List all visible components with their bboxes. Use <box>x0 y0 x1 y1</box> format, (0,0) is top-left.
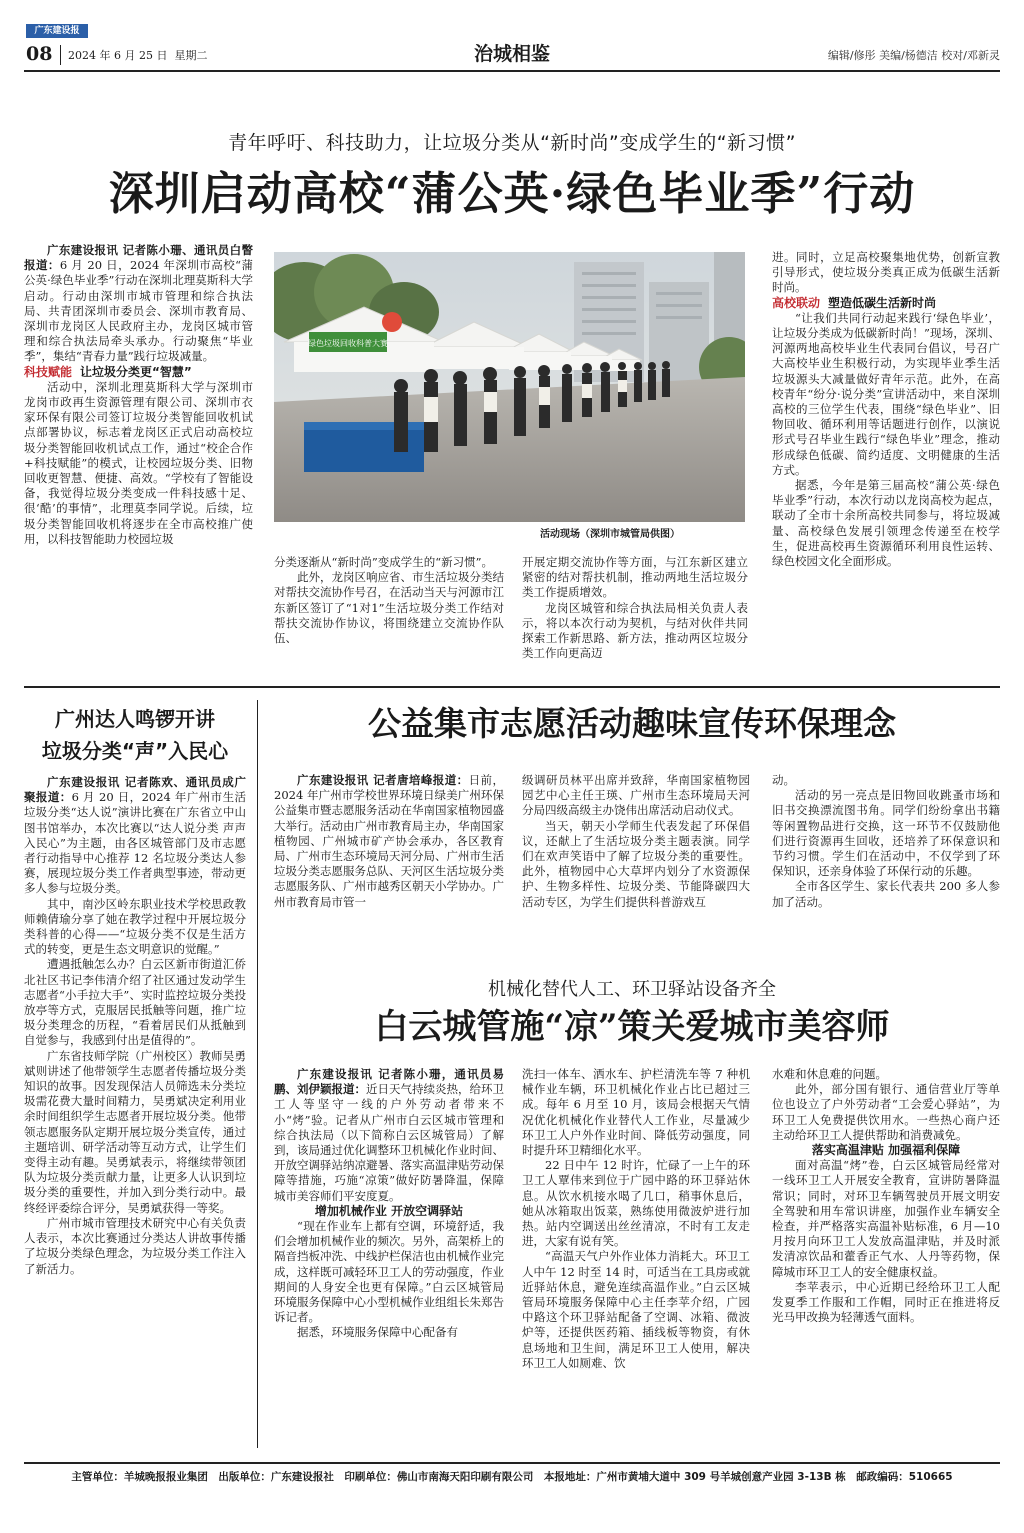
event-photo-illustration <box>274 252 745 522</box>
article4-column-3: 水难和休息难的问题。 此外，部分国有银行、通信营业厅等单位也设立了户外劳动者“工会爱心驿站”，为环卫工人免费提供饮用水。一些热心商户还主动给环卫工人提供帮助和消费减免。 落实高温津贴 加强福利保障 面对高温“烤”卷，白云区城管局经常对一线环卫工人开展安全教育，宣讲防暑降温常识；同时，对环卫车辆驾驶员开展文明安全驾驶和用车常识讲座，加强作业车辆安全检查，并严格落实高温补贴标准，6 月—10 月按月向环卫工人发放高温津贴，并及时派发清凉饮品和藿香正气水、人丹等药物，保障城市环卫工人的安全健康权益。 李苹表示，中心近期已经给环卫工人配发夏季工作服和工作帽，同时正在推进将反光马甲改换为轻薄透气面料。 <box>772 1067 1000 1325</box>
article1-lead: 6 月 20 日，2024 年深圳市高校“蒲公英·绿色毕业季”行动在深圳北理莫斯科大学启动。行动由深圳市城市管理和综合执法局、共青团深圳市委员会、深圳市教育局、深圳市龙岗区人民政府主办，龙岗区城市管理和综合执法局牵头承办。行动聚焦“毕业季”，集结“青春力量”践行垃圾减量。 <box>24 258 253 364</box>
masthead-rule <box>24 70 1000 72</box>
article4-kicker: 机械化替代人工、环卫驿站设备齐全 <box>488 979 776 1000</box>
article3-column-3: 动。 活动的另一亮点是旧物回收跳蚤市场和旧书交换漂流图书角。同学们纷纷拿出书籍等闲置物品进行交换，这一环节不仅鼓励他们进行资源再生回收，还培养了环保意识和节约习惯。学生们在活动中，不仅学到了环保知识，还亲身体验了环保行动的乐趣。 全市各区学生、家长代表共 200 多人参加了活动。 <box>772 773 1000 909</box>
article1-column-1 <box>24 243 253 671</box>
article2-body: 广东建设报讯 记者陈欢、通讯员成广聚报道：6 月 20 日，2024 年广州市生活垃圾分类“达人说”演讲比赛在广东省立中山图书馆举办，本次比赛以“达人说分类 声声入民心”为主题，由各区城管部门及市志愿者行动指导中心推荐 12 名垃圾分类达人参赛，展现垃圾分类工作者典型事迹，带动更多人参与垃圾分类。 其中，南沙区岭东职业技术学校思政教师赖倩瑜分享了她在教学过程中开展垃圾分类科普的心得——“垃圾分类不仅是生活方式的转变，更是生态文明意识的觉醒。” 遭遇抵触怎么办？白云区新市街道汇侨北社区书记李伟清介绍了社区通过发动学生志愿者“小手拉大手”、实时监控垃圾分类投放亭等方式，克服居民抵触等问题，推广垃圾分类理念的历程，“看着居民们从抵触到自觉参与，我感到付出是值得的”。 广东省技师学院（广州校区）教师吴勇斌则讲述了他带领学生志愿者传播垃圾分类知识的故事。因发现保洁人员筛选未分类垃圾需花费大量时间精力，吴勇斌决定利用业余时间组织学生志愿者开展垃圾分类。他带领志愿服务队定期开展垃圾分类宣传，通过主题培训、研学活动等互动方式，让学生们变得主动有趣。吴勇斌表示，将继续带领团队为垃圾分类贡献力量，让更多人认识到垃圾分类的重要性，并加入到分类行动中。最终经评委综合评分，吴勇斌获得一等奖。 广州市城市管理技术研究中心有关负责人表示，本次比赛通过分类达人讲故事传播了垃圾分类绿色理念，为垃圾分类工作注入了新活力。 <box>24 775 246 1276</box>
photo-caption: 活动现场（深圳市城管局供图） <box>540 529 680 540</box>
article1-subhead-1: 科技赋能 让垃圾分类更“智慧” <box>24 364 192 379</box>
article1-column-2: 分类逐渐从“新时尚”变成学生的“新习惯”。 此外，龙岗区响应省、市生活垃圾分类结对帮扶交流协作号召，在活动当天与河源市江东新区签订了“1对1”生活垃圾分类工作结对帮扶交流协作协议，将围绕建立交流协作队伍、 <box>274 555 504 646</box>
article4-column-1: 广东建设报讯 记者陈小珊，通讯员易鹏、刘伊颖报道：近日天气持续炎热，给环卫工人等坚守一线的户外劳动者带来不小“烤”验。记者从广州市白云区城市管理和综合执法局（以下简称白云区城管局）了解到，该局通过优化调整环卫机械化作业时间、开放空调驿站纳凉避暑、落实高温津贴劳动保障等措施，巧施“凉策”做好防暑降温，保障城市美容师们平安度夏。 增加机械作业 开放空调驿站 “现在作业车上都有空调，环境舒适，我们会增加机械作业的频次。另外，高架桥上的隔音挡板冲洗、中线护栏保洁也由机械作业完成，这样既可减轻环卫工人的劳动强度，作业期间的人身安全也更有保障。”白云区城管局环境服务保障中心小型机械作业组组长朱郑告诉记者。 据悉，环境服务保障中心配备有 <box>274 1067 504 1340</box>
article2-headline-line2: 垃圾分类“声”入民心 <box>41 739 229 763</box>
article1-kicker: 青年呼吁、科技助力，让垃圾分类从“新时尚”变成学生的“新习惯” <box>228 132 796 154</box>
article1-bottom-rule <box>24 686 1000 688</box>
article1-headline: 深圳启动高校“蒲公英·绿色毕业季”行动 <box>108 167 916 220</box>
article3-headline: 公益集市志愿活动趣味宣传环保理念 <box>368 704 896 743</box>
footer-rule <box>24 1462 1000 1464</box>
page-number: 08 <box>26 43 53 65</box>
article4-subhead-1: 增加机械作业 开放空调驿站 <box>314 1203 464 1218</box>
paper-name-logo: 广东建设报 <box>26 24 88 38</box>
article1-column-4: 进。同时，立足高校聚集地优势，创新宣教引导形式，使垃圾分类真正成为低碳生活新时尚。 高校联动 塑造低碳生活新时尚 “让我们共同行动起来践行‘绿色毕业’，让垃圾分类成为低碳新时尚！”现场，深圳、河源两地高校毕业生代表同台倡议，号召广大高校毕业生积极行动，为实现毕业季生活垃圾源头大减量做好青年示范。此外，在高校青年“纷分·说分类”宣讲活动中，来自深圳高校的三位学生代表，围绕“绿色毕业”、旧物回收、循环利用等话题进行创作，以演说形式号召毕业生践行“绿色毕业”理念，推动形成绿色低碳、简约适度、文明健康的生活方式。 据悉，今年是第三届高校“蒲公英·绿色毕业季”行动，本次行动以龙岗高校为起点，联动了全市十余所高校共同参与，将垃圾减量、高校绿色发展引领理念传递至在校学生，促进高校再生资源循环利用良性运转、绿色校园文化全面形成。 <box>772 250 1000 569</box>
section-title: 治城相鉴 <box>473 43 550 65</box>
article3-column-2: 级调研员林平出席并致辞，华南国家植物园园艺中心主任王瑛、广州市生态环境局天河分局四级高级主办饶伟出席活动启动仪式。 当天，朝天小学师生代表发起了环保倡议，还献上了生活垃圾分类主题表演。同学们在欢声笑语中了解了垃圾分类的重要性。此外，植物园中心大草坪内划分了水资源保护、生物多样性、垃圾分类、节能降碳四大活动专区，为学生们提供科普游戏互 <box>522 773 750 909</box>
article1-paragraph-1: 活动中，深圳北理莫斯科大学与深圳市龙岗市政再生资源管理有限公司、深圳市衣家环保有限公司签订垃圾分类智能回收机试点部署协议，标志着龙岗区正式启动高校垃圾分类智能回收机试点工作，通过“校企合作+科技赋能”的模式，让校园垃圾分类、旧物回收更智慧、便捷、高效。“学校有了智能设备，我觉得垃圾分类变成一件科技感十足、很‘酷’的事情”，北理莫李同学说。后续，垃圾分类智能回收机将逐步在全市高校推广使用，以科技智能助力校园垃圾 <box>24 379 253 546</box>
editors-credit: 编辑/修彤 美编/杨德洁 校对/邓新灵 <box>827 49 1000 62</box>
issue-date: 2024 年 6 月 25 日 星期二 <box>68 49 208 62</box>
left-column-divider <box>257 700 258 1448</box>
article1-subhead-2: 高校联动 塑造低碳生活新时尚 <box>772 295 937 310</box>
booth-banner-text: 绿色垃圾回收科普大赛 <box>308 339 388 348</box>
footer-publisher-info: 主管单位：羊城晚报报业集团 出版单位：广东建设报社 印刷单位：佛山市南海天阳印刷有限公司 本报地址：广州市黄埔大道中 309 号羊城创意产业园 3-13B 栋 邮政编码：510665 <box>71 1471 953 1483</box>
article1-byline: 广东建设报讯 记者陈小珊、通讯员白瞥报道： <box>24 243 253 273</box>
article1-column-3: 开展定期交流协作等方面，与江东新区建立紧密的结对帮扶机制，推动两地生活垃圾分类工作提质增效。 龙岗区城管和综合执法局相关负责人表示，将以本次行动为契机，与结对伙伴共同探索工作新思路、新方法，推动两区垃圾分类工作向更高迈 <box>522 555 748 661</box>
event-photo <box>274 252 745 522</box>
article2-headline-line1: 广州达人鸣锣开讲 <box>55 707 215 731</box>
article4-column-2: 洗扫一体车、洒水车、护栏清洗车等 7 种机械作业车辆，环卫机械化作业占比已超过三成。每年 6 月至 10 月，该局会根据天气情况优化机械化作业替代人工作业，尽量减少环卫工人户外作业时间、降低劳动强度，同时提升环卫精细化水平。 22 日中午 12 时许，忙碌了一上午的环卫工人覃伟来到位于广园中路的环卫驿站休息。从饮水机接水喝了几口，稍事休息后，她从冰箱取出饭菜，熟练使用微波炉进行加热。站内空调送出丝丝清凉，不时有工友走进，大家有说有笑。 “高温天气户外作业体力消耗大。环卫工人中午 12 时至 14 时，可适当在工具房或就近驿站休息，避免连续高温作业。”白云区城管局环境服务保障中心主任李苹介绍，广园中路这个环卫驿站配备了空调、冰箱、微波炉等，还提供医药箱、插线板等物资，有休息场地和卫生间，满足环卫工人使用，解决环卫工人如厕难、饮 <box>522 1067 750 1370</box>
article4-subhead-2: 落实高温津贴 加强福利保障 <box>811 1143 961 1158</box>
article4-headline: 白云城管施“凉”策关爱城市美容师 <box>374 1007 890 1047</box>
article3-column-1: 广东建设报讯 记者唐培峰报道：日前，2024 年广州市学校世界环境日绿美广州环保公益集市暨志愿服务活动在华南国家植物园盛大举行。活动由广州市教育局主办，华南国家植物园、广州城市矿产协会承办，各区教育局、广州市生态环境局天河分局、广州市生活垃圾分类志愿服务总队、天河区生活垃圾分类志愿服务队、广州市越秀区朝天小学协办。广州市教育局市管一 <box>274 773 504 909</box>
